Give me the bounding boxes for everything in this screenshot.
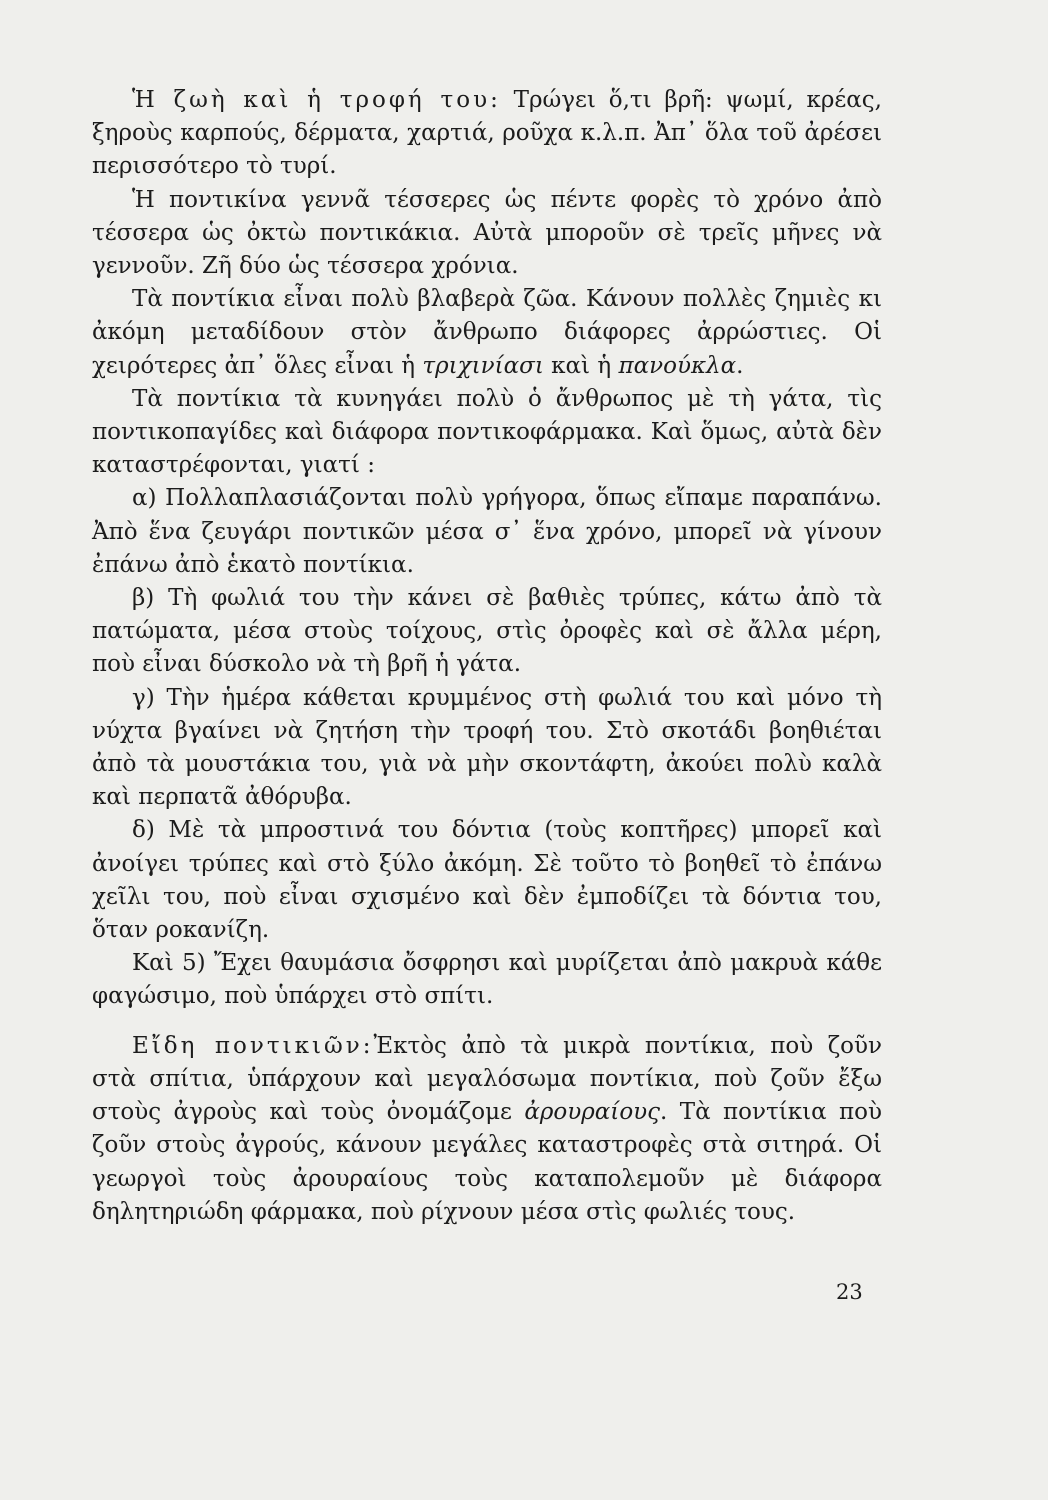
paragraph-species: [92, 1030, 882, 1229]
paragraph-text: Τρώγει ὅ,τι βρῆ: ψωμί, κρέας, ξηροὺς καρπούς, δέρματα, χαρτιά, ροῦχα κ.λ.π. Ἀπ᾽ ὅλα τοῦ ἀρέσει περισσότερο τὸ τυρί.: [92, 87, 882, 180]
page-text: [92, 84, 882, 1229]
italic-term: τριχινίασι: [422, 352, 544, 379]
list-item-d: δ) Μὲ τὰ μπροστινά του δόντια (τοὺς κοπτῆρες) μπορεῖ καὶ ἀνοίγει τρύπες καὶ στὸ ξύλο ἀκόμη. Σὲ τοῦτο τὸ βοηθεῖ τὸ ἐπάνω χεῖλι του, ποὺ εἶναι σχισμένο καὶ δὲν ἐμποδίζει τὰ δόντια του, ὅταν ροκανίζη.: [92, 817, 882, 944]
list-item-a: α) Πολλαπλασιάζονται πολὺ γρήγορα, ὅπως εἴπαμε παραπάνω. Ἀπὸ ἕνα ζευγάρι ποντικῶν μέσα σ᾽ ἕνα χρόνο, μπορεῖ νὰ γίνουν ἐπάνω ἀπὸ ἑκατὸ ποντίκια.: [92, 485, 882, 578]
paragraph-text: . Τὰ ποντίκια ποὺ ζοῦν στοὺς ἀγρούς, κάνουν μεγάλες καταστροφὲς στὰ σιτηρά. Οἱ γεωργοὶ τοὺς ἀρουραίους τοὺς καταπολεμοῦν μὲ διάφορα δηλητηριώδη φάρμακα, ποὺ ρίχνουν μέσα στὶς φωλιές τους.: [92, 1099, 882, 1225]
paragraph-text: .: [736, 352, 744, 379]
paragraph-text: καὶ ἡ: [543, 352, 619, 379]
list-item-b: β) Τὴ φωλιά του τὴν κάνει σὲ βαθιὲς τρύπες, κάτω ἀπὸ τὰ πατώματα, μέσα στοὺς τοίχους, στὶς ὀροφὲς καὶ σὲ ἄλλα μέρη, ποὺ εἶναι δύσκολο νὰ τὴ βρῆ ἡ γάτα.: [92, 585, 882, 678]
section-heading-diet: Ἡ ζωὴ καὶ ἡ τροφή του:: [132, 87, 501, 113]
paragraph-harm: [92, 283, 882, 383]
paragraph-diet: [92, 84, 882, 184]
paragraph-text: Ἐκτὸς ἀπὸ τὰ μικρὰ ποντίκια, ποὺ ζοῦν στὰ σπίτια, ὑπάρχουν καὶ μεγαλόσωμα ποντίκια, ποὺ ζοῦν ἔξω στοὺς ἀγροὺς καὶ τοὺς ὀνομάζομε: [92, 1032, 882, 1126]
paragraph-reproduction: Ἡ ποντικίνα γεννᾶ τέσσερες ὡς πέντε φορὲς τὸ χρόνο ἀπὸ τέσσερα ὡς ὀκτὼ ποντικάκια. Αὐτὰ μποροῦν σὲ τρεῖς μῆνες νὰ γεννοῦν. Ζῆ δύο ὡς τέσσερα χρόνια.: [92, 186, 882, 280]
list-item-c: γ) Τὴν ἡμέρα κάθεται κρυμμένος στὴ φωλιά του καὶ μόνο τὴ νύχτα βγαίνει νὰ ζητήση τὴν τροφή του. Στὸ σκοτάδι βοηθιέται ἀπὸ τὰ μουστάκια του, γιὰ νὰ μὴν σκοντάφτη, ἀκούει πολὺ καλὰ καὶ περπατᾶ ἀθόρυβα.: [92, 684, 882, 811]
page-number: 23: [836, 1280, 863, 1304]
paragraph-hunting: Τὰ ποντίκια τὰ κυνηγάει πολὺ ὁ ἄνθρωπος μὲ τὴ γάτα, τὶς ποντικοπαγίδες καὶ διάφορα ποντικοφάρμακα. Καὶ ὅμως, αὐτὰ δὲν καταστρέφονται, γιατί :: [92, 385, 882, 479]
section-heading-species: Εἴδη ποντικιῶν:: [132, 1032, 374, 1059]
italic-term: πανούκλα: [618, 352, 737, 379]
list-item-5: Καὶ 5) Ἔχει θαυμάσια ὄσφρησι καὶ μυρίζεται ἀπὸ μακρυὰ κάθε φαγώσιμο, ποὺ ὑπάρχει στὸ σπίτι.: [92, 950, 882, 1010]
italic-term: ἀρουραίους: [524, 1099, 661, 1126]
paragraph-text: Τὰ ποντίκια εἶναι πολὺ βλαβερὰ ζῶα. Κάνουν πολλὲς ζημιὲς κι ἀκόμη μεταδίδουν στὸν ἄνθρωπο διάφορες ἀρρώστιες. Οἱ χειρότερες ἀπ᾽ ὅλες εἶναι ἡ: [92, 286, 882, 379]
